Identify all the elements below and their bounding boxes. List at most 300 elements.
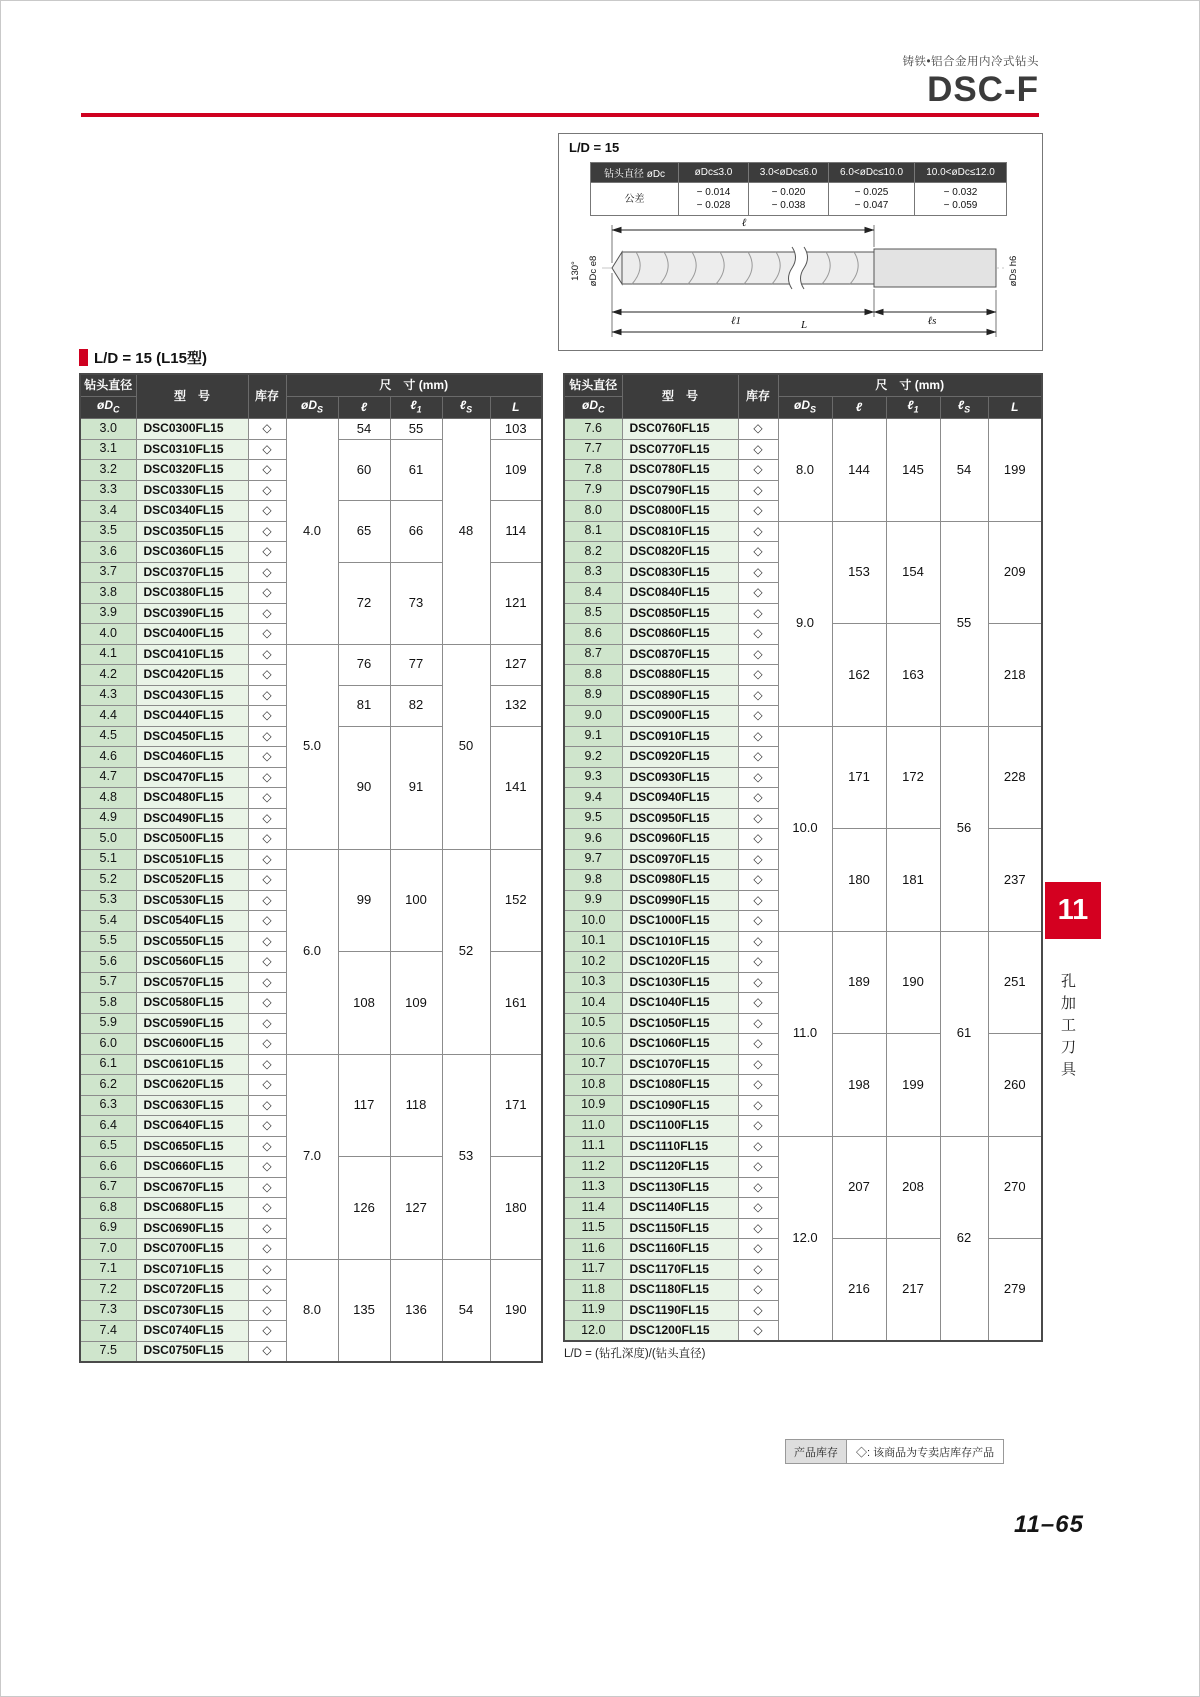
spec-row (80, 1259, 542, 1280)
cell-stock-diamond: ◇ (738, 993, 778, 1014)
spec-row (564, 419, 1042, 440)
cell-l1: 199 (886, 1034, 940, 1137)
spec-row (564, 726, 1042, 747)
col-header-l: ℓ (338, 397, 390, 419)
cell-model: DSC0940FL15 (622, 788, 738, 809)
cell-stock-diamond: ◇ (248, 501, 286, 522)
cell-diameter: 9.0 (564, 706, 622, 727)
cell-l: 60 (338, 439, 390, 501)
cell-ls: 50 (442, 644, 490, 849)
dim-label-ls: ℓs (927, 315, 937, 327)
tol-header-range-4: 10.0<øDc≤12.0 (915, 163, 1007, 183)
cell-stock-diamond: ◇ (248, 767, 286, 788)
cell-stock-diamond: ◇ (738, 870, 778, 891)
cell-stock-diamond: ◇ (248, 1259, 286, 1280)
cell-stock-diamond: ◇ (738, 788, 778, 809)
cell-diameter: 9.8 (564, 870, 622, 891)
cell-diameter: 10.3 (564, 972, 622, 993)
spec-row (80, 849, 542, 870)
cell-model: DSC0760FL15 (622, 419, 738, 440)
cell-diameter: 9.2 (564, 747, 622, 768)
cell-diameter: 4.6 (80, 747, 136, 768)
cell-diameter: 10.0 (564, 911, 622, 932)
chapter-tab: 11 (1045, 882, 1101, 939)
cell-model: DSC0780FL15 (622, 460, 738, 481)
cell-l1: 55 (390, 419, 442, 440)
cell-diameter: 4.4 (80, 706, 136, 727)
cell-diameter: 9.7 (564, 849, 622, 870)
cell-model: DSC0680FL15 (136, 1198, 248, 1219)
cell-diameter: 3.0 (80, 419, 136, 440)
cell-diameter: 8.8 (564, 665, 622, 686)
cell-l: 126 (338, 1157, 390, 1260)
cell-model: DSC0980FL15 (622, 870, 738, 891)
cell-ds: 12.0 (778, 1136, 832, 1341)
cell-l: 117 (338, 1054, 390, 1157)
cell-model: DSC0950FL15 (622, 808, 738, 829)
cell-stock-diamond: ◇ (248, 1198, 286, 1219)
cell-model: DSC0750FL15 (136, 1341, 248, 1362)
cell-ls: 54 (940, 419, 988, 522)
cell-stock-diamond: ◇ (248, 1341, 286, 1362)
cell-model: DSC0320FL15 (136, 460, 248, 481)
cell-model: DSC1200FL15 (622, 1321, 738, 1342)
cell-diameter: 10.4 (564, 993, 622, 1014)
cell-ls: 62 (940, 1136, 988, 1341)
cell-ds: 8.0 (286, 1259, 338, 1362)
cell-diameter: 7.3 (80, 1300, 136, 1321)
cell-length: 109 (490, 439, 542, 501)
cell-model: DSC0430FL15 (136, 685, 248, 706)
cell-stock-diamond: ◇ (248, 1321, 286, 1342)
cell-model: DSC0440FL15 (136, 706, 248, 727)
cell-model: DSC0770FL15 (622, 439, 738, 460)
cell-stock-diamond: ◇ (248, 665, 286, 686)
cell-ds: 5.0 (286, 644, 338, 849)
cell-diameter: 7.2 (80, 1280, 136, 1301)
cell-model: DSC0600FL15 (136, 1034, 248, 1055)
cell-stock-diamond: ◇ (738, 419, 778, 440)
cell-stock-diamond: ◇ (248, 583, 286, 604)
cell-l1: 145 (886, 419, 940, 522)
col-header-stock: 库存 (738, 374, 778, 419)
cell-stock-diamond: ◇ (248, 972, 286, 993)
cell-stock-diamond: ◇ (248, 562, 286, 583)
cell-diameter: 4.9 (80, 808, 136, 829)
cell-stock-diamond: ◇ (738, 911, 778, 932)
cell-model: DSC0660FL15 (136, 1157, 248, 1178)
cell-model: DSC0610FL15 (136, 1054, 248, 1075)
cell-length: 132 (490, 685, 542, 726)
cell-diameter: 7.0 (80, 1239, 136, 1260)
cell-stock-diamond: ◇ (738, 460, 778, 481)
col-header-stock: 库存 (248, 374, 286, 419)
cell-model: DSC0970FL15 (622, 849, 738, 870)
cell-diameter: 4.1 (80, 644, 136, 665)
cell-l: 216 (832, 1239, 886, 1342)
cell-l: 207 (832, 1136, 886, 1239)
cell-stock-diamond: ◇ (738, 583, 778, 604)
cell-diameter: 11.2 (564, 1157, 622, 1178)
cell-diameter: 5.1 (80, 849, 136, 870)
spec-row (80, 1054, 542, 1075)
drill-diagram (564, 216, 1034, 344)
col-header-diameter: 钻头直径 (564, 374, 622, 397)
tol-header-dc: 钻头直径 øDc (591, 163, 679, 183)
cell-stock-diamond: ◇ (248, 808, 286, 829)
cell-diameter: 10.1 (564, 931, 622, 952)
cell-length: 199 (988, 419, 1042, 522)
cell-diameter: 12.0 (564, 1321, 622, 1342)
cell-diameter: 7.4 (80, 1321, 136, 1342)
cell-stock-diamond: ◇ (248, 1095, 286, 1116)
cell-model: DSC0460FL15 (136, 747, 248, 768)
diagram-box (558, 133, 1043, 351)
cell-stock-diamond: ◇ (248, 1054, 286, 1075)
cell-diameter: 11.1 (564, 1136, 622, 1157)
cell-stock-diamond: ◇ (248, 911, 286, 932)
col-header-size: 尺 寸 (mm) (778, 374, 1042, 397)
cell-diameter: 11.0 (564, 1116, 622, 1137)
cell-model: DSC0830FL15 (622, 562, 738, 583)
cell-stock-diamond: ◇ (738, 1259, 778, 1280)
tol-value-2: − 0.020 − 0.038 (749, 183, 829, 216)
cell-stock-diamond: ◇ (738, 1013, 778, 1034)
cell-model: DSC0300FL15 (136, 419, 248, 440)
cell-model: DSC0500FL15 (136, 829, 248, 850)
cell-diameter: 5.9 (80, 1013, 136, 1034)
cell-stock-diamond: ◇ (738, 1075, 778, 1096)
cell-ls: 48 (442, 419, 490, 645)
cell-model: DSC0920FL15 (622, 747, 738, 768)
spec-row (564, 931, 1042, 952)
cell-model: DSC0840FL15 (622, 583, 738, 604)
point-angle-label: 130° (570, 261, 581, 281)
cell-model: DSC0990FL15 (622, 890, 738, 911)
cell-diameter: 9.4 (564, 788, 622, 809)
cell-stock-diamond: ◇ (738, 706, 778, 727)
cell-diameter: 8.5 (564, 603, 622, 624)
cell-ls: 53 (442, 1054, 490, 1259)
cell-model: DSC0860FL15 (622, 624, 738, 645)
cell-l1: 172 (886, 726, 940, 829)
cell-model: DSC0730FL15 (136, 1300, 248, 1321)
cell-l1: 118 (390, 1054, 442, 1157)
cell-l1: 136 (390, 1259, 442, 1362)
col-header-model: 型 号 (622, 374, 738, 419)
cell-diameter: 11.3 (564, 1177, 622, 1198)
cell-l1: 181 (886, 829, 940, 932)
cell-diameter: 4.3 (80, 685, 136, 706)
cell-length: 218 (988, 624, 1042, 727)
cell-stock-diamond: ◇ (248, 870, 286, 891)
col-header-ls: ℓ$_S$ (442, 397, 490, 419)
cell-stock-diamond: ◇ (738, 624, 778, 645)
cell-diameter: 10.9 (564, 1095, 622, 1116)
cell-diameter: 7.1 (80, 1259, 136, 1280)
cell-stock-diamond: ◇ (248, 1177, 286, 1198)
cell-diameter: 8.9 (564, 685, 622, 706)
cell-l1: 127 (390, 1157, 442, 1260)
cell-diameter: 10.7 (564, 1054, 622, 1075)
page-header (902, 53, 1039, 107)
cell-stock-diamond: ◇ (248, 644, 286, 665)
cell-length: 161 (490, 952, 542, 1055)
cell-stock-diamond: ◇ (738, 829, 778, 850)
stock-legend-label: 产品库存 (786, 1440, 847, 1463)
spec-row (564, 1136, 1042, 1157)
cell-diameter: 8.2 (564, 542, 622, 563)
cell-l: 90 (338, 726, 390, 849)
cell-length: 121 (490, 562, 542, 644)
cell-l1: 163 (886, 624, 940, 727)
cell-stock-diamond: ◇ (248, 1300, 286, 1321)
cell-model: DSC0480FL15 (136, 788, 248, 809)
cell-stock-diamond: ◇ (738, 644, 778, 665)
cell-model: DSC0740FL15 (136, 1321, 248, 1342)
header-rule (81, 113, 1039, 117)
cell-stock-diamond: ◇ (248, 419, 286, 440)
cell-stock-diamond: ◇ (738, 1095, 778, 1116)
cell-stock-diamond: ◇ (738, 1136, 778, 1157)
cell-model: DSC0590FL15 (136, 1013, 248, 1034)
cell-diameter: 10.2 (564, 952, 622, 973)
cell-model: DSC1060FL15 (622, 1034, 738, 1055)
cell-model: DSC0810FL15 (622, 521, 738, 542)
cell-model: DSC0900FL15 (622, 706, 738, 727)
cell-l1: 208 (886, 1136, 940, 1239)
cell-diameter: 5.0 (80, 829, 136, 850)
cell-diameter: 9.5 (564, 808, 622, 829)
cell-model: DSC0410FL15 (136, 644, 248, 665)
cell-ls: 55 (940, 521, 988, 726)
cell-l: 171 (832, 726, 886, 829)
cell-diameter: 4.2 (80, 665, 136, 686)
cell-l: 162 (832, 624, 886, 727)
cell-model: DSC1170FL15 (622, 1259, 738, 1280)
cell-l: 76 (338, 644, 390, 685)
col-header-size: 尺 寸 (mm) (286, 374, 542, 397)
cell-model: DSC0710FL15 (136, 1259, 248, 1280)
cell-stock-diamond: ◇ (738, 542, 778, 563)
spec-table-left-wrap (79, 373, 543, 1363)
cell-stock-diamond: ◇ (738, 439, 778, 460)
cell-model: DSC0700FL15 (136, 1239, 248, 1260)
cell-model: DSC0850FL15 (622, 603, 738, 624)
cell-model: DSC0890FL15 (622, 685, 738, 706)
cell-diameter: 5.8 (80, 993, 136, 1014)
cell-length: 141 (490, 726, 542, 849)
cell-model: DSC0560FL15 (136, 952, 248, 973)
cell-stock-diamond: ◇ (738, 685, 778, 706)
dim-label-length: L (800, 319, 808, 331)
cell-diameter: 10.5 (564, 1013, 622, 1034)
cell-model: DSC1100FL15 (622, 1116, 738, 1137)
stock-legend (785, 1439, 1004, 1464)
cell-model: DSC1130FL15 (622, 1177, 738, 1198)
cell-l: 54 (338, 419, 390, 440)
cell-model: DSC0310FL15 (136, 439, 248, 460)
cell-l: 65 (338, 501, 390, 563)
cell-diameter: 8.1 (564, 521, 622, 542)
cell-diameter: 5.5 (80, 931, 136, 952)
cell-l: 144 (832, 419, 886, 522)
cell-ds: 7.0 (286, 1054, 338, 1259)
cell-model: DSC0510FL15 (136, 849, 248, 870)
cell-stock-diamond: ◇ (738, 1034, 778, 1055)
section-title (79, 347, 207, 368)
cell-diameter: 3.1 (80, 439, 136, 460)
cell-diameter: 6.5 (80, 1136, 136, 1157)
cell-model: DSC0930FL15 (622, 767, 738, 788)
cell-length: 228 (988, 726, 1042, 829)
chapter-vertical-label: 孔加工刀具 (1059, 973, 1076, 1083)
cell-stock-diamond: ◇ (738, 747, 778, 768)
section-marker-icon (79, 349, 88, 366)
cell-stock-diamond: ◇ (738, 1239, 778, 1260)
cell-l: 189 (832, 931, 886, 1034)
cell-ds: 8.0 (778, 419, 832, 522)
cell-ds: 9.0 (778, 521, 832, 726)
spec-table-right-wrap (563, 373, 1043, 1342)
cell-diameter: 3.4 (80, 501, 136, 522)
cell-stock-diamond: ◇ (248, 624, 286, 645)
cell-stock-diamond: ◇ (738, 1300, 778, 1321)
cell-diameter: 6.4 (80, 1116, 136, 1137)
cell-diameter: 6.8 (80, 1198, 136, 1219)
cell-stock-diamond: ◇ (248, 747, 286, 768)
page-number: 11–65 (1014, 1511, 1084, 1538)
cell-stock-diamond: ◇ (738, 1177, 778, 1198)
cell-model: DSC1140FL15 (622, 1198, 738, 1219)
cell-diameter: 7.7 (564, 439, 622, 460)
cell-diameter: 5.3 (80, 890, 136, 911)
spec-table-right (563, 373, 1043, 1342)
cell-diameter: 4.7 (80, 767, 136, 788)
cell-stock-diamond: ◇ (248, 1034, 286, 1055)
cell-l1: 66 (390, 501, 442, 563)
cell-diameter: 8.0 (564, 501, 622, 522)
cell-l: 153 (832, 521, 886, 624)
dc-diameter-label: øDc e8 (588, 255, 599, 287)
ld-definition-note: L/D = (钻孔深度)/(钻头直径) (564, 1348, 706, 1360)
cell-stock-diamond: ◇ (248, 849, 286, 870)
cell-stock-diamond: ◇ (248, 1239, 286, 1260)
col-header-dc: $øD_C$ (564, 397, 622, 419)
cell-diameter: 5.2 (80, 870, 136, 891)
col-header-dc: $øD_C$ (80, 397, 136, 419)
cell-model: DSC0910FL15 (622, 726, 738, 747)
cell-stock-diamond: ◇ (248, 1116, 286, 1137)
cell-diameter: 3.7 (80, 562, 136, 583)
cell-ds: 6.0 (286, 849, 338, 1054)
cell-ds: 4.0 (286, 419, 338, 645)
cell-l: 135 (338, 1259, 390, 1362)
cell-model: DSC0580FL15 (136, 993, 248, 1014)
cell-length: 279 (988, 1239, 1042, 1342)
cell-length: 190 (490, 1259, 542, 1362)
section-title-text: L/D = 15 (L15型) (94, 350, 207, 367)
cell-diameter: 9.6 (564, 829, 622, 850)
cell-model: DSC0570FL15 (136, 972, 248, 993)
cell-l1: 61 (390, 439, 442, 501)
cell-l: 180 (832, 829, 886, 932)
cell-model: DSC0530FL15 (136, 890, 248, 911)
cell-model: DSC0620FL15 (136, 1075, 248, 1096)
cell-model: DSC1180FL15 (622, 1280, 738, 1301)
cell-stock-diamond: ◇ (738, 501, 778, 522)
cell-stock-diamond: ◇ (248, 1136, 286, 1157)
cell-l: 108 (338, 952, 390, 1055)
cell-diameter: 3.2 (80, 460, 136, 481)
cell-model: DSC0630FL15 (136, 1095, 248, 1116)
cell-diameter: 7.5 (80, 1341, 136, 1362)
cell-l1: 77 (390, 644, 442, 685)
cell-l1: 109 (390, 952, 442, 1055)
tolerance-table (590, 162, 1007, 216)
cell-model: DSC1030FL15 (622, 972, 738, 993)
cell-ls: 54 (442, 1259, 490, 1362)
tol-value-1: − 0.014 − 0.028 (679, 183, 749, 216)
cell-model: DSC1190FL15 (622, 1300, 738, 1321)
cell-model: DSC0370FL15 (136, 562, 248, 583)
cell-stock-diamond: ◇ (248, 1218, 286, 1239)
cell-stock-diamond: ◇ (248, 1013, 286, 1034)
cell-stock-diamond: ◇ (738, 931, 778, 952)
cell-length: 237 (988, 829, 1042, 932)
cell-diameter: 5.6 (80, 952, 136, 973)
dim-label-l1: ℓ1 (730, 315, 742, 327)
cell-diameter: 7.9 (564, 480, 622, 501)
cell-stock-diamond: ◇ (738, 521, 778, 542)
cell-model: DSC0490FL15 (136, 808, 248, 829)
cell-length: 114 (490, 501, 542, 563)
cell-stock-diamond: ◇ (248, 542, 286, 563)
cell-diameter: 6.7 (80, 1177, 136, 1198)
cell-model: DSC1000FL15 (622, 911, 738, 932)
cell-diameter: 9.9 (564, 890, 622, 911)
cell-model: DSC1040FL15 (622, 993, 738, 1014)
cell-stock-diamond: ◇ (248, 931, 286, 952)
cell-stock-diamond: ◇ (738, 1198, 778, 1219)
dim-label-l: ℓ (741, 217, 747, 229)
cell-stock-diamond: ◇ (738, 562, 778, 583)
cell-model: DSC1070FL15 (622, 1054, 738, 1075)
cell-ds: 11.0 (778, 931, 832, 1136)
cell-model: DSC0340FL15 (136, 501, 248, 522)
cell-diameter: 11.9 (564, 1300, 622, 1321)
cell-diameter: 9.3 (564, 767, 622, 788)
cell-l1: 190 (886, 931, 940, 1034)
cell-model: DSC1110FL15 (622, 1136, 738, 1157)
cell-model: DSC0450FL15 (136, 726, 248, 747)
cell-diameter: 11.4 (564, 1198, 622, 1219)
cell-model: DSC1080FL15 (622, 1075, 738, 1096)
diagram-title: L/D = 15 (569, 140, 620, 155)
cell-diameter: 8.7 (564, 644, 622, 665)
cell-diameter: 6.2 (80, 1075, 136, 1096)
col-header-l: ℓ (832, 397, 886, 419)
cell-model: DSC0790FL15 (622, 480, 738, 501)
cell-stock-diamond: ◇ (248, 829, 286, 850)
cell-l: 72 (338, 562, 390, 644)
cell-model: DSC0350FL15 (136, 521, 248, 542)
cell-diameter: 5.7 (80, 972, 136, 993)
cell-diameter: 6.3 (80, 1095, 136, 1116)
cell-length: 103 (490, 419, 542, 440)
cell-stock-diamond: ◇ (738, 972, 778, 993)
cell-stock-diamond: ◇ (738, 480, 778, 501)
